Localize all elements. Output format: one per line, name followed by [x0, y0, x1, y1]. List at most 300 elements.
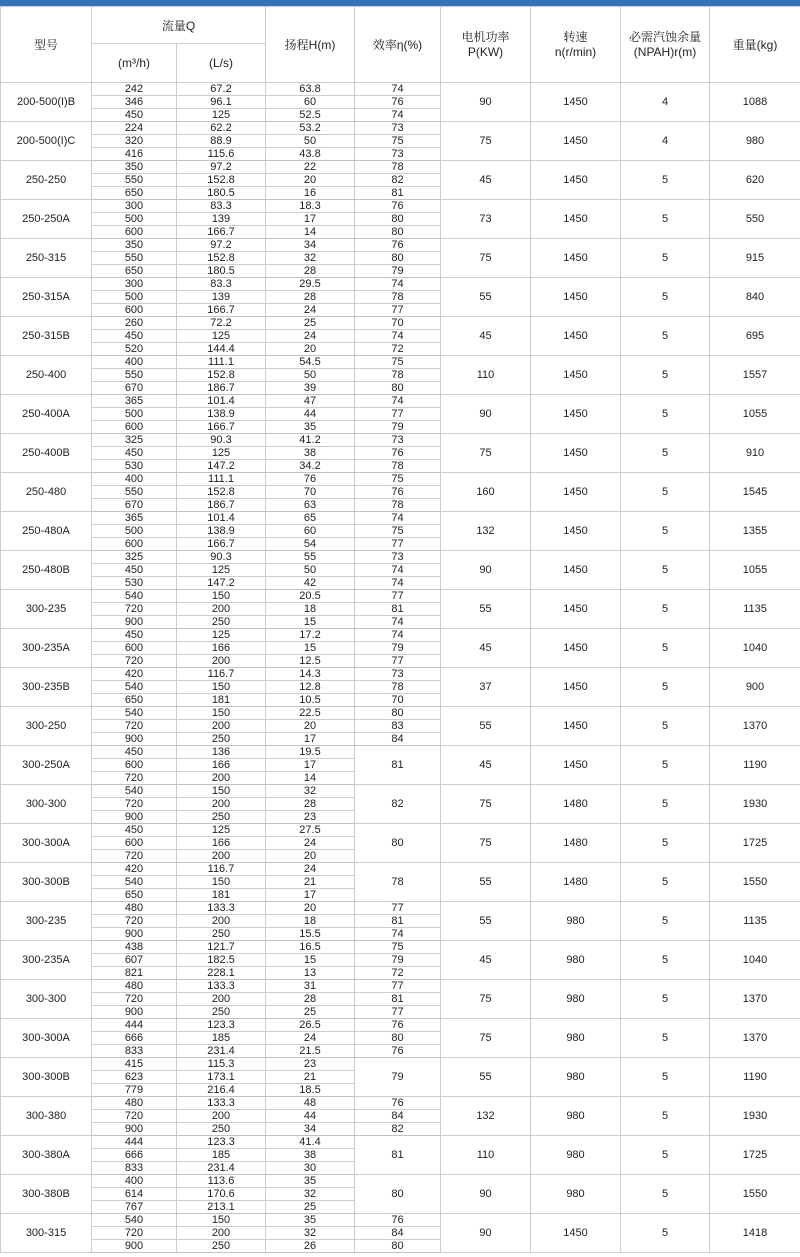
power-cell: 45 [441, 746, 531, 785]
head-cell: 34.2 [266, 460, 355, 473]
speed-cell: 1450 [531, 629, 621, 668]
flow-ls-cell: 185 [177, 1032, 266, 1045]
efficiency-cell: 74 [355, 577, 441, 590]
table-row [1, 824, 800, 837]
flow-ls-cell: 200 [177, 772, 266, 785]
speed-cell: 980 [531, 1175, 621, 1214]
head-cell: 60 [266, 96, 355, 109]
npsh-cell: 5 [621, 317, 710, 356]
head-cell: 16.5 [266, 941, 355, 954]
weight-cell: 1370 [710, 707, 800, 746]
power-cell: 55 [441, 707, 531, 746]
header-weight: 重量(kg) [710, 7, 800, 83]
power-cell: 75 [441, 122, 531, 161]
flow-m3h-cell: 550 [92, 174, 177, 187]
weight-cell: 1355 [710, 512, 800, 551]
efficiency-cell: 81 [355, 993, 441, 1006]
efficiency-cell: 78 [355, 369, 441, 382]
flow-m3h-cell: 400 [92, 356, 177, 369]
head-cell: 52.5 [266, 109, 355, 122]
efficiency-cell: 80 [355, 382, 441, 395]
weight-cell: 1190 [710, 1058, 800, 1097]
npsh-cell: 5 [621, 1019, 710, 1058]
flow-ls-cell: 250 [177, 928, 266, 941]
npsh-cell: 5 [621, 980, 710, 1019]
head-cell: 28 [266, 265, 355, 278]
model-cell: 300-300A [1, 1019, 92, 1058]
flow-ls-cell: 97.2 [177, 161, 266, 174]
efficiency-cell: 70 [355, 694, 441, 707]
table-row [1, 746, 800, 759]
flow-m3h-cell: 650 [92, 265, 177, 278]
head-cell: 55 [266, 551, 355, 564]
head-cell: 15.5 [266, 928, 355, 941]
flow-ls-cell: 200 [177, 1227, 266, 1240]
head-cell: 19.5 [266, 746, 355, 759]
flow-m3h-cell: 480 [92, 980, 177, 993]
flow-ls-cell: 166.7 [177, 538, 266, 551]
flow-ls-cell: 250 [177, 616, 266, 629]
power-cell: 132 [441, 1097, 531, 1136]
flow-ls-cell: 180.5 [177, 265, 266, 278]
table-row [1, 473, 800, 486]
flow-m3h-cell: 450 [92, 447, 177, 460]
speed-cell: 1450 [531, 473, 621, 512]
efficiency-cell: 82 [355, 174, 441, 187]
flow-ls-cell: 231.4 [177, 1162, 266, 1175]
head-cell: 21 [266, 1071, 355, 1084]
head-cell: 32 [266, 785, 355, 798]
head-cell: 20 [266, 343, 355, 356]
head-cell: 63 [266, 499, 355, 512]
model-cell: 300-380 [1, 1097, 92, 1136]
power-cell: 55 [441, 590, 531, 629]
npsh-cell: 5 [621, 278, 710, 317]
flow-ls-cell: 200 [177, 603, 266, 616]
efficiency-cell: 76 [355, 200, 441, 213]
head-cell: 28 [266, 798, 355, 811]
efficiency-cell: 84 [355, 733, 441, 746]
power-cell: 90 [441, 395, 531, 434]
npsh-cell: 5 [621, 1214, 710, 1253]
flow-m3h-cell: 821 [92, 967, 177, 980]
flow-m3h-cell: 500 [92, 408, 177, 421]
header-speed-line1: 转速 [563, 29, 588, 44]
head-cell: 21 [266, 876, 355, 889]
flow-m3h-cell: 670 [92, 499, 177, 512]
head-cell: 17 [266, 733, 355, 746]
efficiency-cell: 81 [355, 915, 441, 928]
header-npsh [621, 7, 710, 83]
efficiency-cell: 70 [355, 317, 441, 330]
table-row [1, 317, 800, 330]
model-cell: 200-500(I)C [1, 122, 92, 161]
header-flow: 流量Q [92, 7, 266, 44]
efficiency-cell: 74 [355, 395, 441, 408]
head-cell: 44 [266, 1110, 355, 1123]
efficiency-cell: 83 [355, 720, 441, 733]
speed-cell: 1480 [531, 863, 621, 902]
efficiency-cell: 81 [355, 187, 441, 200]
table-row [1, 239, 800, 252]
flow-m3h-cell: 600 [92, 642, 177, 655]
head-cell: 38 [266, 447, 355, 460]
flow-m3h-cell: 400 [92, 473, 177, 486]
flow-m3h-cell: 550 [92, 252, 177, 265]
head-cell: 34 [266, 239, 355, 252]
flow-ls-cell: 166 [177, 759, 266, 772]
flow-m3h-cell: 450 [92, 564, 177, 577]
head-cell: 17.2 [266, 629, 355, 642]
flow-m3h-cell: 666 [92, 1032, 177, 1045]
flow-ls-cell: 200 [177, 915, 266, 928]
flow-ls-cell: 133.3 [177, 1097, 266, 1110]
table-header [1, 7, 800, 83]
head-cell: 50 [266, 369, 355, 382]
flow-ls-cell: 133.3 [177, 980, 266, 993]
npsh-cell: 4 [621, 83, 710, 122]
speed-cell: 1480 [531, 785, 621, 824]
flow-m3h-cell: 438 [92, 941, 177, 954]
efficiency-cell: 81 [355, 603, 441, 616]
efficiency-cell: 76 [355, 1019, 441, 1032]
head-cell: 38 [266, 1149, 355, 1162]
efficiency-cell: 80 [355, 1240, 441, 1253]
flow-m3h-cell: 833 [92, 1045, 177, 1058]
model-cell: 300-235A [1, 941, 92, 980]
npsh-cell: 5 [621, 161, 710, 200]
table-row [1, 1136, 800, 1149]
flow-ls-cell: 150 [177, 707, 266, 720]
head-cell: 26.5 [266, 1019, 355, 1032]
speed-cell: 1450 [531, 122, 621, 161]
npsh-cell: 5 [621, 707, 710, 746]
flow-m3h-cell: 260 [92, 317, 177, 330]
head-cell: 50 [266, 135, 355, 148]
head-cell: 41.2 [266, 434, 355, 447]
power-cell: 73 [441, 200, 531, 239]
power-cell: 75 [441, 980, 531, 1019]
flow-ls-cell: 152.8 [177, 369, 266, 382]
pump-spec-table [0, 6, 800, 1253]
flow-m3h-cell: 346 [92, 96, 177, 109]
flow-m3h-cell: 444 [92, 1136, 177, 1149]
flow-m3h-cell: 900 [92, 928, 177, 941]
head-cell: 28 [266, 993, 355, 1006]
flow-ls-cell: 115.6 [177, 148, 266, 161]
flow-ls-cell: 150 [177, 681, 266, 694]
head-cell: 24 [266, 837, 355, 850]
flow-ls-cell: 133.3 [177, 902, 266, 915]
model-cell: 250-400 [1, 356, 92, 395]
table-row [1, 590, 800, 603]
head-cell: 60 [266, 525, 355, 538]
table-row [1, 122, 800, 135]
head-cell: 43.8 [266, 148, 355, 161]
flow-ls-cell: 123.3 [177, 1019, 266, 1032]
efficiency-cell: 79 [355, 421, 441, 434]
efficiency-cell: 75 [355, 473, 441, 486]
head-cell: 18 [266, 915, 355, 928]
efficiency-cell: 84 [355, 1227, 441, 1240]
weight-cell: 1040 [710, 629, 800, 668]
efficiency-cell: 73 [355, 122, 441, 135]
table-row [1, 785, 800, 798]
table-row [1, 1019, 800, 1032]
flow-ls-cell: 200 [177, 720, 266, 733]
model-cell: 300-235A [1, 629, 92, 668]
efficiency-cell: 72 [355, 967, 441, 980]
efficiency-cell: 78 [355, 460, 441, 473]
efficiency-cell: 74 [355, 616, 441, 629]
flow-ls-cell: 150 [177, 1214, 266, 1227]
flow-m3h-cell: 720 [92, 655, 177, 668]
flow-ls-cell: 72.2 [177, 317, 266, 330]
npsh-cell: 5 [621, 629, 710, 668]
head-cell: 35 [266, 421, 355, 434]
power-cell: 90 [441, 83, 531, 122]
flow-m3h-cell: 600 [92, 759, 177, 772]
flow-ls-cell: 231.4 [177, 1045, 266, 1058]
weight-cell: 900 [710, 668, 800, 707]
flow-ls-cell: 136 [177, 746, 266, 759]
flow-m3h-cell: 350 [92, 239, 177, 252]
table-row [1, 902, 800, 915]
flow-m3h-cell: 666 [92, 1149, 177, 1162]
weight-cell: 840 [710, 278, 800, 317]
table-row [1, 629, 800, 642]
flow-m3h-cell: 720 [92, 993, 177, 1006]
npsh-cell: 5 [621, 1058, 710, 1097]
efficiency-cell: 80 [355, 707, 441, 720]
efficiency-cell: 77 [355, 655, 441, 668]
weight-cell: 1930 [710, 1097, 800, 1136]
flow-m3h-cell: 720 [92, 772, 177, 785]
speed-cell: 1450 [531, 239, 621, 278]
flow-m3h-cell: 450 [92, 824, 177, 837]
head-cell: 25 [266, 317, 355, 330]
head-cell: 48 [266, 1097, 355, 1110]
efficiency-cell: 79 [355, 265, 441, 278]
flow-ls-cell: 123.3 [177, 1136, 266, 1149]
flow-ls-cell: 250 [177, 1123, 266, 1136]
weight-cell: 620 [710, 161, 800, 200]
head-cell: 14 [266, 226, 355, 239]
head-cell: 32 [266, 252, 355, 265]
flow-m3h-cell: 540 [92, 876, 177, 889]
efficiency-cell: 77 [355, 408, 441, 421]
head-cell: 54 [266, 538, 355, 551]
model-cell: 300-235 [1, 590, 92, 629]
efficiency-cell: 74 [355, 109, 441, 122]
flow-ls-cell: 152.8 [177, 252, 266, 265]
efficiency-cell: 77 [355, 304, 441, 317]
speed-cell: 1450 [531, 1214, 621, 1253]
table-row [1, 551, 800, 564]
model-cell: 300-300B [1, 863, 92, 902]
speed-cell: 980 [531, 1058, 621, 1097]
flow-m3h-cell: 900 [92, 811, 177, 824]
weight-cell: 1055 [710, 395, 800, 434]
flow-m3h-cell: 300 [92, 200, 177, 213]
weight-cell: 1135 [710, 590, 800, 629]
head-cell: 35 [266, 1175, 355, 1188]
npsh-cell: 5 [621, 356, 710, 395]
power-cell: 45 [441, 629, 531, 668]
flow-m3h-cell: 500 [92, 291, 177, 304]
flow-ls-cell: 200 [177, 993, 266, 1006]
flow-m3h-cell: 767 [92, 1201, 177, 1214]
efficiency-cell: 80 [355, 252, 441, 265]
flow-ls-cell: 250 [177, 811, 266, 824]
flow-m3h-cell: 600 [92, 837, 177, 850]
head-cell: 34 [266, 1123, 355, 1136]
efficiency-cell: 76 [355, 1097, 441, 1110]
weight-cell: 1550 [710, 1175, 800, 1214]
model-cell: 300-315 [1, 1214, 92, 1253]
weight-cell: 910 [710, 434, 800, 473]
head-cell: 35 [266, 1214, 355, 1227]
flow-ls-cell: 115.3 [177, 1058, 266, 1071]
power-cell: 75 [441, 239, 531, 278]
flow-ls-cell: 182.5 [177, 954, 266, 967]
efficiency-cell: 74 [355, 83, 441, 96]
head-cell: 50 [266, 564, 355, 577]
flow-ls-cell: 101.4 [177, 512, 266, 525]
npsh-cell: 5 [621, 785, 710, 824]
model-cell: 300-235B [1, 668, 92, 707]
flow-m3h-cell: 242 [92, 83, 177, 96]
power-cell: 37 [441, 668, 531, 707]
head-cell: 25 [266, 1006, 355, 1019]
efficiency-cell-merged: 81 [355, 1136, 441, 1175]
weight-cell: 1055 [710, 551, 800, 590]
flow-ls-cell: 166 [177, 642, 266, 655]
head-cell: 63.8 [266, 83, 355, 96]
head-cell: 24 [266, 330, 355, 343]
weight-cell: 1088 [710, 83, 800, 122]
weight-cell: 695 [710, 317, 800, 356]
model-cell: 250-315B [1, 317, 92, 356]
flow-ls-cell: 200 [177, 655, 266, 668]
flow-m3h-cell: 623 [92, 1071, 177, 1084]
weight-cell: 550 [710, 200, 800, 239]
model-cell: 250-480A [1, 512, 92, 551]
header-speed-line2: n(r/min) [554, 44, 597, 59]
head-cell: 22.5 [266, 707, 355, 720]
efficiency-cell: 76 [355, 1045, 441, 1058]
efficiency-cell: 73 [355, 148, 441, 161]
efficiency-cell: 75 [355, 941, 441, 954]
efficiency-cell: 74 [355, 512, 441, 525]
flow-ls-cell: 200 [177, 1110, 266, 1123]
efficiency-cell: 76 [355, 486, 441, 499]
head-cell: 16 [266, 187, 355, 200]
weight-cell: 1040 [710, 941, 800, 980]
table-row [1, 356, 800, 369]
flow-ls-cell: 125 [177, 330, 266, 343]
efficiency-cell: 73 [355, 551, 441, 564]
efficiency-cell: 73 [355, 434, 441, 447]
flow-m3h-cell: 415 [92, 1058, 177, 1071]
power-cell: 55 [441, 863, 531, 902]
flow-m3h-cell: 500 [92, 213, 177, 226]
head-cell: 31 [266, 980, 355, 993]
head-cell: 24 [266, 1032, 355, 1045]
flow-ls-cell: 125 [177, 109, 266, 122]
table-row [1, 980, 800, 993]
head-cell: 18.5 [266, 1084, 355, 1097]
flow-ls-cell: 150 [177, 785, 266, 798]
flow-ls-cell: 228.1 [177, 967, 266, 980]
flow-m3h-cell: 365 [92, 395, 177, 408]
header-power [441, 7, 531, 83]
efficiency-cell: 77 [355, 902, 441, 915]
power-cell: 110 [441, 356, 531, 395]
flow-m3h-cell: 779 [92, 1084, 177, 1097]
flow-ls-cell: 200 [177, 850, 266, 863]
npsh-cell: 4 [621, 122, 710, 161]
flow-ls-cell: 125 [177, 824, 266, 837]
header-power-line2: P(KW) [467, 44, 504, 59]
table-row [1, 395, 800, 408]
head-cell: 12.5 [266, 655, 355, 668]
flow-ls-cell: 181 [177, 694, 266, 707]
efficiency-cell: 79 [355, 642, 441, 655]
head-cell: 65 [266, 512, 355, 525]
flow-m3h-cell: 300 [92, 278, 177, 291]
power-cell: 75 [441, 1019, 531, 1058]
flow-ls-cell: 138.9 [177, 408, 266, 421]
flow-ls-cell: 144.4 [177, 343, 266, 356]
flow-ls-cell: 166.7 [177, 421, 266, 434]
flow-m3h-cell: 530 [92, 577, 177, 590]
model-cell: 300-250A [1, 746, 92, 785]
efficiency-cell-merged: 80 [355, 1175, 441, 1214]
head-cell: 32 [266, 1227, 355, 1240]
flow-m3h-cell: 450 [92, 746, 177, 759]
head-cell: 44 [266, 408, 355, 421]
model-cell: 300-300A [1, 824, 92, 863]
flow-m3h-cell: 540 [92, 681, 177, 694]
power-cell: 45 [441, 161, 531, 200]
flow-m3h-cell: 480 [92, 902, 177, 915]
efficiency-cell: 78 [355, 291, 441, 304]
flow-m3h-cell: 550 [92, 369, 177, 382]
npsh-cell: 5 [621, 902, 710, 941]
flow-ls-cell: 101.4 [177, 395, 266, 408]
flow-m3h-cell: 720 [92, 915, 177, 928]
flow-ls-cell: 152.8 [177, 486, 266, 499]
speed-cell: 1450 [531, 512, 621, 551]
flow-ls-cell: 152.8 [177, 174, 266, 187]
head-cell: 15 [266, 616, 355, 629]
model-cell: 250-250A [1, 200, 92, 239]
model-cell: 250-480 [1, 473, 92, 512]
table-row [1, 668, 800, 681]
table-row [1, 707, 800, 720]
head-cell: 47 [266, 395, 355, 408]
head-cell: 42 [266, 577, 355, 590]
efficiency-cell: 80 [355, 226, 441, 239]
flow-m3h-cell: 900 [92, 1123, 177, 1136]
weight-cell: 1418 [710, 1214, 800, 1253]
flow-m3h-cell: 325 [92, 434, 177, 447]
flow-ls-cell: 150 [177, 590, 266, 603]
npsh-cell: 5 [621, 824, 710, 863]
flow-m3h-cell: 900 [92, 1240, 177, 1253]
flow-m3h-cell: 550 [92, 486, 177, 499]
